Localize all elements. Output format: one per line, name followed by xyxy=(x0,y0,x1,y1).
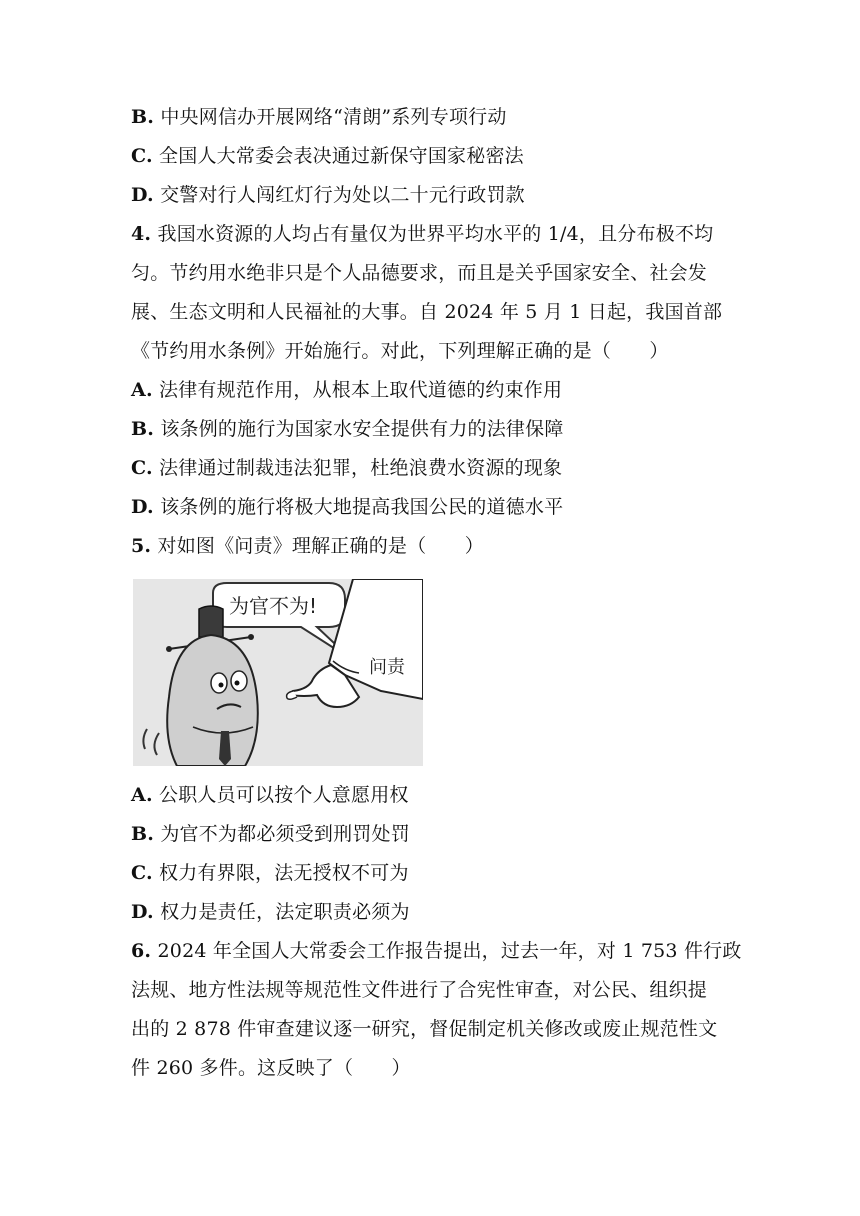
q5-option-c: C. 权力有界限，法无授权不可为 xyxy=(131,862,409,884)
q4-option-c: C. 法律通过制裁违法犯罪，杜绝浪费水资源的现象 xyxy=(131,457,563,479)
q4-stem-line-3: 展、生态文明和人民福祉的大事。自 2024 年 5 月 1 日起，我国首部 xyxy=(131,301,723,323)
q5-option-d: D. 权力是责任，法定职责必须为 xyxy=(131,901,410,923)
official-hat xyxy=(199,606,223,637)
accountability-cartoon xyxy=(133,579,423,766)
official-figure xyxy=(167,635,258,766)
q4-stem-line-2: 匀。节约用水绝非只是个人品德要求，而且是关乎国家安全、社会发 xyxy=(131,262,708,284)
q5-stem: 5. 对如图《问责》理解正确的是（ ） xyxy=(131,535,484,557)
q5-option-b: B. 为官不为都必须受到刑罚处罚 xyxy=(131,823,410,845)
q4-stem-line-1: 4. 我国水资源的人均占有量仅为世界平均水平的 1/4，且分布极不均 xyxy=(131,223,714,245)
q6-stem-line-1: 6. 2024 年全国人大常委会工作报告提出，过去一年，对 1 753 件行政 xyxy=(131,940,742,962)
q3-option-b: B. 中央网信办开展网络“清朗”系列专项行动 xyxy=(131,106,507,128)
sleeve-text: 问责 xyxy=(369,657,405,678)
q5-option-a: A. 公职人员可以按个人意愿用权 xyxy=(131,784,409,806)
q6-stem-line-4: 件 260 多件。这反映了（ ） xyxy=(131,1057,411,1079)
q6-stem-line-3: 出的 2 878 件审查建议逐一研究，督促制定机关修改或废止规范性文 xyxy=(131,1018,718,1040)
q4-option-d: D. 该条例的施行将极大地提高我国公民的道德水平 xyxy=(131,496,564,518)
q3-option-c: C. 全国人大常委会表决通过新保守国家秘密法 xyxy=(131,145,524,167)
q4-stem-line-4: 《节约用水条例》开始施行。对此，下列理解正确的是（ ） xyxy=(131,340,669,362)
q4-option-b: B. 该条例的施行为国家水安全提供有力的法律保障 xyxy=(131,418,564,440)
q6-stem-line-2: 法规、地方性法规等规范性文件进行了合宪性审查，对公民、组织提 xyxy=(131,979,708,1001)
q3-option-d: D. 交警对行人闯红灯行为处以二十元行政罚款 xyxy=(131,184,525,206)
bubble-text: 为官不为! xyxy=(229,594,318,618)
q4-option-a: A. 法律有规范作用，从根本上取代道德的约束作用 xyxy=(131,379,563,401)
